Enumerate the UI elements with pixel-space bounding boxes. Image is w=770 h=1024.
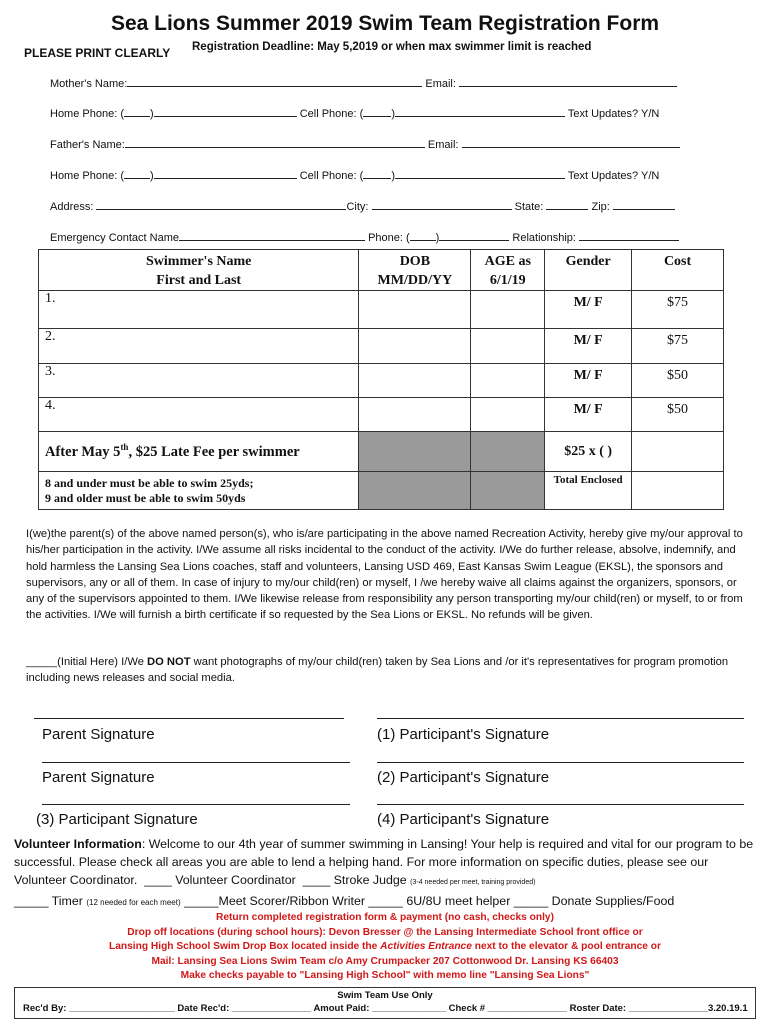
state-label: State: bbox=[514, 201, 544, 213]
meet-scorer-option[interactable]: _____Meet Scorer/Ribbon Writer bbox=[184, 894, 365, 908]
home-phone-field[interactable] bbox=[154, 106, 297, 117]
gender-cell[interactable]: M/ F bbox=[545, 364, 632, 398]
phone-label: Phone: ( bbox=[368, 232, 410, 244]
return-instructions: Return completed registration form & payment (no cash, checks only) Drop off locations (during school hours): Devon Bresser @ the Lansing Intermediate School front office or Lansing High School Swim Drop Box located inside the Activities Entrance next to the elevator & pool entrance or Mail: Lansing Sea Lions Swim Team c/o Amy Crumpacker 207 Cottonwood Dr. Lansing KS 66403 Make checks payable to "Lansing High School" with memo line "Lansing Sea Lions" bbox=[109, 912, 661, 982]
gender-cell[interactable]: M/ F bbox=[545, 329, 632, 364]
text-updates-option[interactable]: Text Updates? Y/N bbox=[567, 170, 660, 182]
fathers-name-label: Father's Name: bbox=[50, 139, 125, 151]
dob-cell[interactable] bbox=[359, 329, 471, 364]
swimmer-table bbox=[38, 249, 724, 510]
participant-signature-line-1[interactable] bbox=[377, 718, 744, 719]
cell-phone-area-field[interactable] bbox=[363, 106, 391, 117]
shaded-cell bbox=[471, 432, 545, 472]
state-field[interactable] bbox=[546, 199, 588, 210]
parent-signature-line-1[interactable] bbox=[34, 718, 344, 719]
header-cost: Cost bbox=[632, 250, 724, 291]
header-gender: Gender bbox=[545, 250, 632, 291]
age-cell[interactable] bbox=[471, 364, 545, 398]
age-cell[interactable] bbox=[471, 398, 545, 432]
office-use-box bbox=[14, 987, 756, 1019]
office-use-heading: Swim Team Use Only bbox=[337, 990, 433, 1001]
cell-phone-field[interactable] bbox=[395, 106, 565, 117]
emergency-contact-field[interactable] bbox=[179, 230, 365, 241]
home-phone-area-field[interactable] bbox=[124, 168, 150, 179]
home-phone-label: Home Phone: ( bbox=[50, 170, 124, 182]
participant-signature-line-2[interactable] bbox=[377, 762, 744, 763]
home-phone-label: Home Phone: ( bbox=[50, 108, 124, 120]
participant-signature-line-4[interactable] bbox=[377, 804, 744, 805]
email-label: Email: bbox=[425, 78, 456, 90]
late-fee-label: After May 5th, $25 Late Fee per swimmer bbox=[39, 432, 359, 472]
gender-cell[interactable]: M/ F bbox=[545, 291, 632, 329]
shaded-cell bbox=[359, 472, 471, 510]
meet-helper-option[interactable]: _____ 6U/8U meet helper bbox=[368, 894, 511, 908]
home-phone-field[interactable] bbox=[154, 168, 297, 179]
city-field[interactable] bbox=[372, 199, 512, 210]
swimmer-name-cell[interactable]: 2. bbox=[39, 329, 359, 364]
stroke-judge-option[interactable]: ____ Stroke Judge bbox=[302, 873, 407, 887]
late-fee-amount-cell[interactable] bbox=[632, 432, 724, 472]
late-fee-row bbox=[39, 432, 724, 472]
relationship-field[interactable] bbox=[579, 230, 679, 241]
swimmer-name-cell[interactable]: 1. bbox=[39, 291, 359, 329]
participant-signature-label-4: (4) Participant's Signature bbox=[377, 811, 550, 828]
mother-email-field[interactable] bbox=[459, 76, 677, 87]
volunteer-info-heading: Volunteer Information bbox=[14, 837, 142, 851]
address-row bbox=[50, 199, 675, 213]
table-row bbox=[39, 291, 724, 329]
father-email-field[interactable] bbox=[462, 137, 680, 148]
table-header-row bbox=[39, 250, 724, 291]
total-enclosed-label: Total Enclosed bbox=[545, 472, 632, 510]
table-row bbox=[39, 398, 724, 432]
home-phone-row-1: Home Phone: ( ) Cell Phone: ( ) Text Updates? Y/N bbox=[50, 108, 660, 120]
cell-phone-label: Cell Phone: ( bbox=[299, 170, 364, 182]
address-label: Address: bbox=[50, 201, 94, 213]
cost-cell: $50 bbox=[632, 398, 724, 432]
participant-signature-line-3[interactable] bbox=[42, 804, 350, 805]
photo-consent: _____(Initial Here) I/We DO NOT want photographs of my/our child(ren) taken by Sea Lions and /or it's representatives for program promotion including news releases and social media. bbox=[26, 656, 729, 685]
mothers-name-label: Mother's Name: bbox=[50, 78, 128, 90]
shaded-cell bbox=[471, 472, 545, 510]
address-field[interactable] bbox=[96, 199, 346, 210]
timer-option[interactable]: _____ Timer bbox=[14, 894, 83, 908]
cell-phone-field[interactable] bbox=[395, 168, 565, 179]
office-use-fields[interactable]: Rec'd By: ____________________ Date Rec'd: _______________ Amout Paid: ______________ Check # _______________ Roster Date: _______________3.20.19.1 bbox=[23, 1003, 748, 1014]
city-label: City: bbox=[346, 201, 369, 213]
header-swimmer-name: Swimmer's Name First and Last bbox=[39, 250, 359, 291]
cell-phone-area-field[interactable] bbox=[363, 168, 391, 179]
print-clearly-note: PLEASE PRINT CLEARLY bbox=[24, 46, 171, 60]
age-cell[interactable] bbox=[471, 329, 545, 364]
late-fee-calc[interactable]: $25 x ( ) bbox=[545, 432, 632, 472]
relationship-label: Relationship: bbox=[512, 232, 576, 244]
header-age: AGE as 6/1/19 bbox=[471, 250, 545, 291]
text-updates-option[interactable]: Text Updates? Y/N bbox=[567, 108, 660, 120]
zip-label: Zip: bbox=[591, 201, 610, 213]
swimmer-name-cell[interactable]: 4. bbox=[39, 398, 359, 432]
participant-signature-label-2: (2) Participant's Signature bbox=[377, 769, 550, 786]
emergency-phone-area-field[interactable] bbox=[410, 230, 436, 241]
dob-cell[interactable] bbox=[359, 398, 471, 432]
emergency-row: Emergency Contact Name Phone: ( ) Relationship: bbox=[50, 230, 679, 244]
parent-signature-line-2[interactable] bbox=[42, 762, 350, 763]
age-requirement-note: 8 and under must be able to swim 25yds; 9 and older must be able to swim 50yds bbox=[39, 472, 359, 510]
mothers-name-field[interactable] bbox=[127, 76, 422, 87]
dob-cell[interactable] bbox=[359, 364, 471, 398]
header-dob: DOB MM/DD/YY bbox=[359, 250, 471, 291]
form-title: Sea Lions Summer 2019 Swim Team Registration Form bbox=[110, 12, 660, 35]
parent-signature-label-2: Parent Signature bbox=[42, 769, 155, 786]
donate-supplies-option[interactable]: _____ Donate Supplies/Food bbox=[513, 894, 675, 908]
shaded-cell bbox=[359, 432, 471, 472]
total-row bbox=[39, 472, 724, 510]
cell-phone-label: Cell Phone: ( bbox=[299, 108, 364, 120]
total-enclosed-field[interactable] bbox=[632, 472, 724, 510]
home-phone-area-field[interactable] bbox=[124, 106, 150, 117]
gender-cell[interactable]: M/ F bbox=[545, 398, 632, 432]
home-phone-row-2: Home Phone: ( ) Cell Phone: ( ) Text Updates? Y/N bbox=[50, 170, 660, 182]
volunteer-coordinator-option[interactable]: ____ Volunteer Coordinator bbox=[144, 873, 296, 887]
volunteer-info: Volunteer Information: Welcome to our 4th year of summer swimming in Lansing! Your help is required and vital for our program to be successful. Please check all areas you are able to lend a helping hand. For more information on specific duties, please see our Volunteer Coordinator. ____ Volunteer Coordinator ____ Stroke Judge (3-4 needed per meet, training provided) _____ Timer (12 needed for each meet) _____Meet Scorer/Ribbon Writer _____ 6U/8U meet helper _____ Donate Supplies/Food bbox=[14, 837, 754, 908]
cost-cell: $75 bbox=[632, 291, 724, 329]
table-row bbox=[39, 364, 724, 398]
registration-deadline: Registration Deadline: May 5,2019 or when max swimmer limit is reached bbox=[192, 41, 592, 53]
age-cell[interactable] bbox=[471, 291, 545, 329]
table-row bbox=[39, 329, 724, 364]
dob-cell[interactable] bbox=[359, 291, 471, 329]
emergency-phone-field[interactable] bbox=[439, 230, 509, 241]
cost-cell: $75 bbox=[632, 329, 724, 364]
swimmer-name-cell[interactable]: 3. bbox=[39, 364, 359, 398]
zip-field[interactable] bbox=[613, 199, 675, 210]
parent-signature-label-1: Parent Signature bbox=[42, 726, 155, 743]
waiver-text: I(we)the parent(s) of the above named person(s), who is/are participating in the above named Recreation Activity, hereby give my/our approval to his/her participation in the activity. I/We assume all risks incidental to the conduct of the activity. I/We do further release, absolve, indemnify, and hold harmless the Lansing Sea Lions coaches, staff and volunteers, Lansing USD 469, East Kansas Swim League (EKSL), the sponsors and supervisors, any or all of them. In case of injury to my/our child(ren) or myself, I /we hereby waive all claims against the organizers, sponsors, or any of the supervisors appointed to them. I/We likewise release from responsibility any person transporting my/our child(ren) or myself, to or from the activities. I/We will furnish a birth certificate if so requested by the Sea Lions or EKSL. No refunds will be given. bbox=[26, 528, 743, 622]
mothers-row bbox=[50, 76, 677, 90]
emergency-contact-label: Emergency Contact Name bbox=[50, 232, 179, 244]
participant-signature-label-3: (3) Participant Signature bbox=[36, 811, 198, 828]
cost-cell: $50 bbox=[632, 364, 724, 398]
fathers-row bbox=[50, 137, 680, 151]
participant-signature-label-1: (1) Participant's Signature bbox=[377, 726, 550, 743]
email-label: Email: bbox=[427, 139, 459, 151]
fathers-name-field[interactable] bbox=[125, 137, 425, 148]
